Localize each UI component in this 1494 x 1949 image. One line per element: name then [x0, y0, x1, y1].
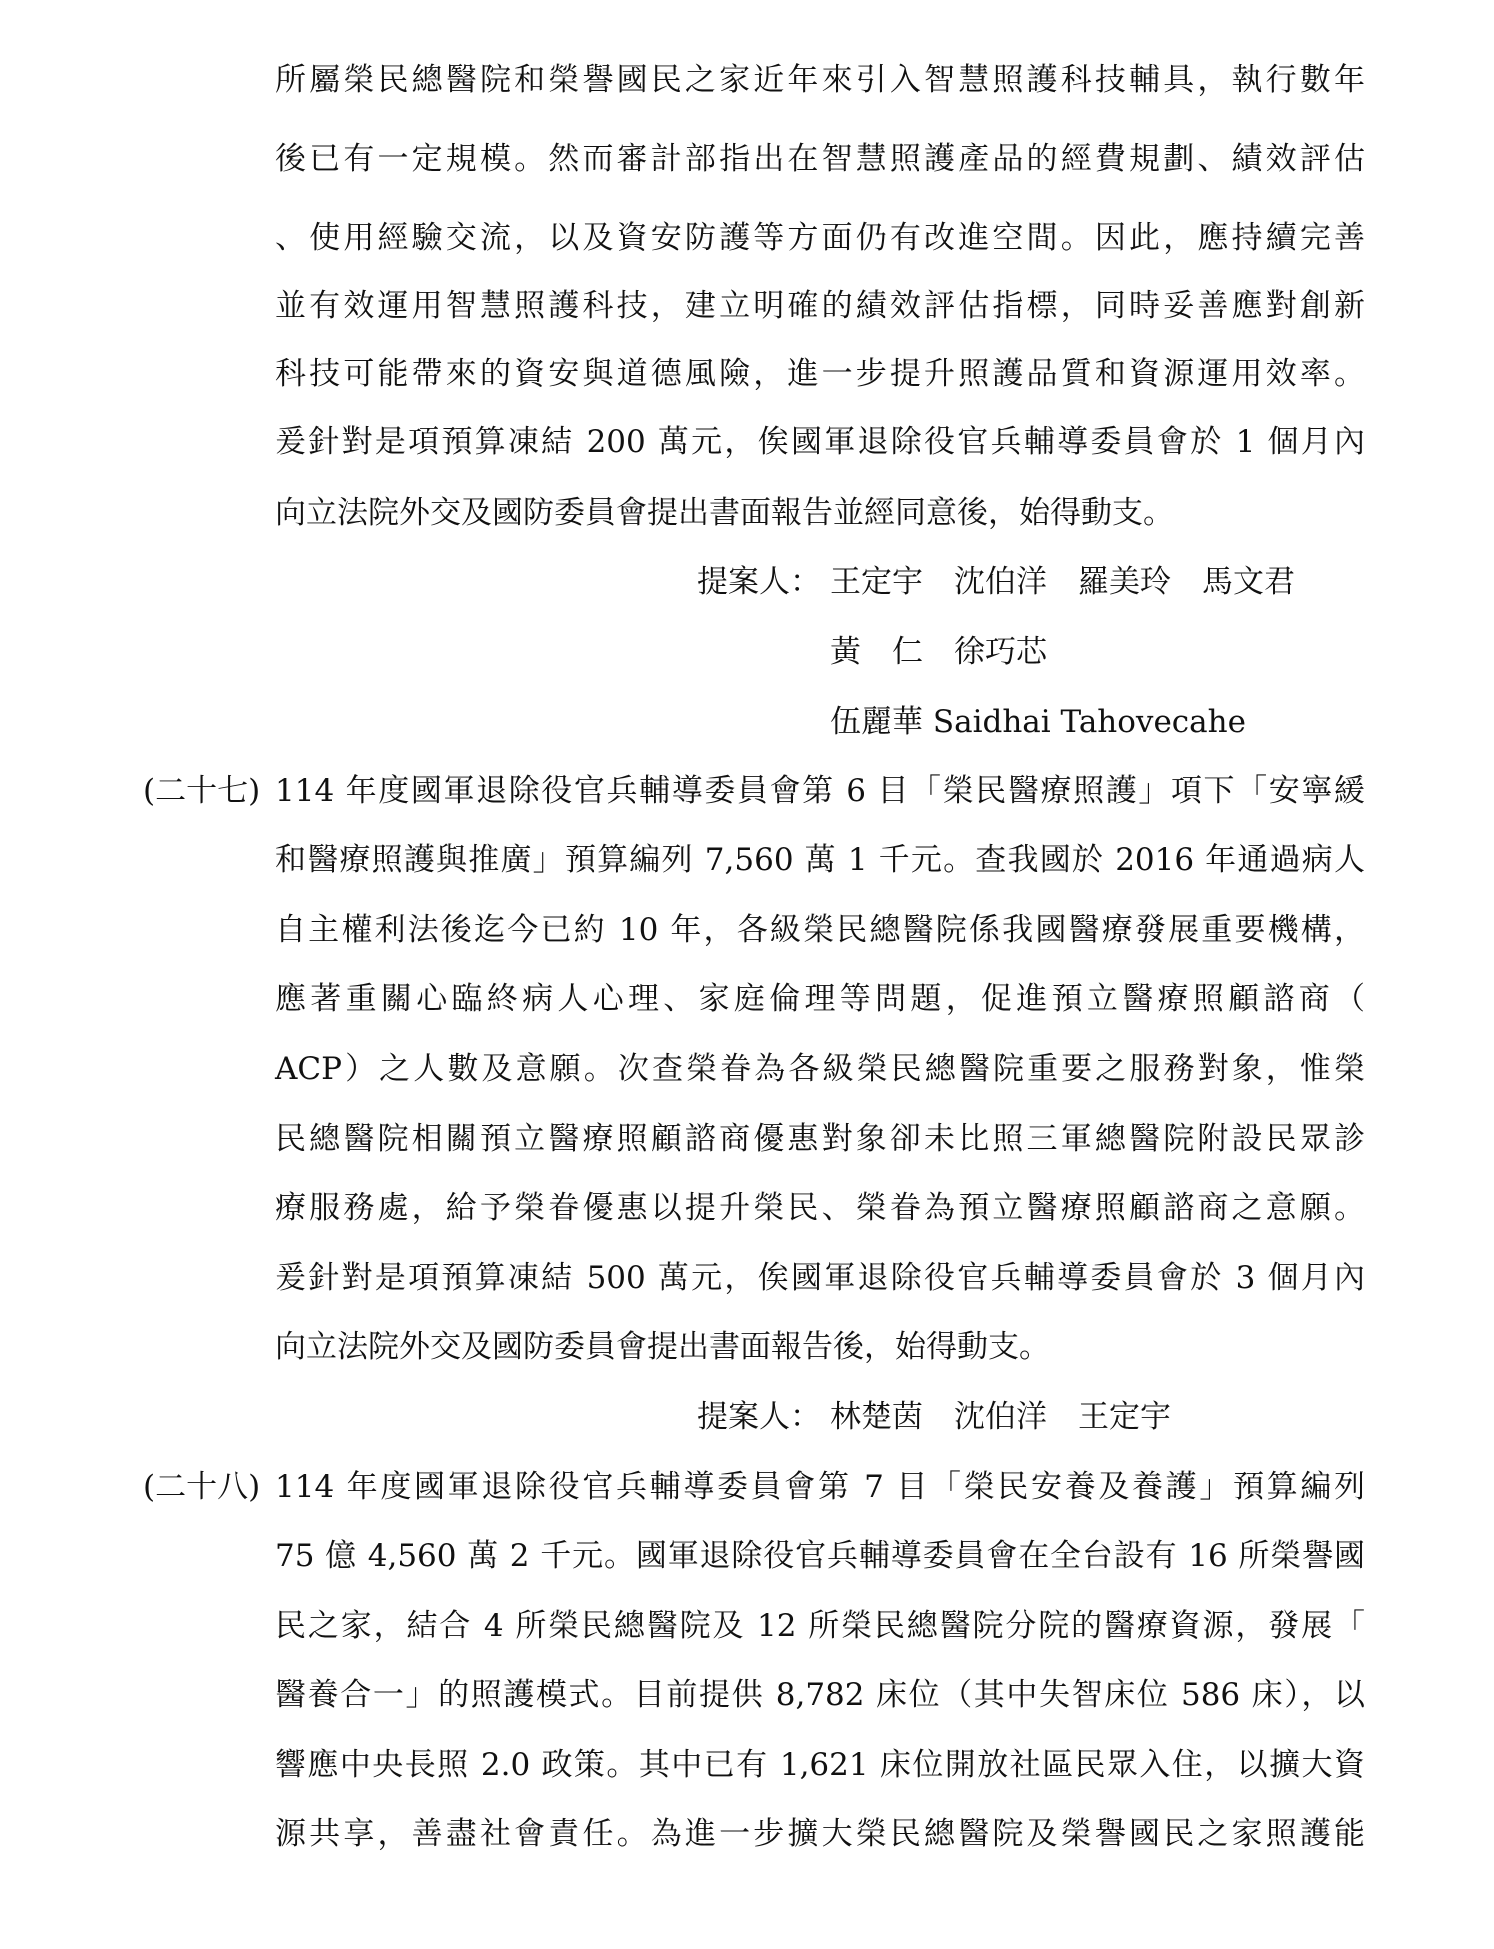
paragraph-line: 響應中央長照 2.0 政策。其中已有 1,621 床位開放社區民眾入住，以擴大資 — [275, 1747, 1365, 1783]
signatory-names: 黃 仁 徐巧芯 — [830, 634, 1047, 670]
paragraph-line: 民之家，結合 4 所榮民總醫院及 12 所榮民總醫院分院的醫療資源，發展「 — [275, 1608, 1365, 1644]
paragraph-line: 、使用經驗交流，以及資安防護等方面仍有改進空間。因此，應持續完善 — [275, 220, 1365, 256]
paragraph-line: 爰針對是項預算凍結 200 萬元，俟國軍退除役官兵輔導委員會於 1 個月內 — [275, 424, 1365, 460]
paragraph-line: 爰針對是項預算凍結 500 萬元，俟國軍退除役官兵輔導委員會於 3 個月內 — [275, 1260, 1365, 1296]
paragraph-line: 75 億 4,560 萬 2 千元。國軍退除役官兵輔導委員會在全台設有 16 所榮譽國 — [275, 1538, 1365, 1574]
paragraph-line: 民總醫院相關預立醫療照顧諮商優惠對象卻未比照三軍總醫院附設民眾診 — [275, 1121, 1365, 1157]
paragraph-line: 源共享，善盡社會責任。為進一步擴大榮民總醫院及榮譽國民之家照護能 — [275, 1816, 1365, 1852]
paragraph-line: 自主權利法後迄今已約 10 年，各級榮民總醫院係我國醫療發展重要機構， — [275, 912, 1365, 948]
paragraph-line: 114 年度國軍退除役官兵輔導委員會第 7 目「榮民安養及養護」預算編列 — [275, 1469, 1365, 1505]
paragraph-line: 向立法院外交及國防委員會提出書面報告並經同意後，始得動支。 — [275, 495, 1174, 531]
item-number-label: (二十七) — [143, 773, 261, 809]
paragraph-line: 114 年度國軍退除役官兵輔導委員會第 6 目「榮民醫療照護」項下「安寧緩 — [275, 773, 1365, 809]
signatory-names: 伍麗華 Saidhai Tahovecahe — [830, 704, 1246, 740]
signatory-label: 提案人： — [697, 564, 821, 600]
paragraph-line: 應著重關心臨終病人心理、家庭倫理等問題，促進預立醫療照顧諮商（ — [275, 981, 1365, 1017]
signatory-label: 提案人： — [697, 1399, 821, 1435]
paragraph-line: 和醫療照護與推廣」預算編列 7,560 萬 1 千元。查我國於 2016 年通過病人 — [275, 842, 1365, 878]
paragraph-line: 科技可能帶來的資安與道德風險，進一步提升照護品質和資源運用效率。 — [275, 356, 1365, 392]
paragraph-line: 所屬榮民總醫院和榮譽國民之家近年來引入智慧照護科技輔具，執行數年 — [275, 62, 1365, 98]
paragraph-line: ACP）之人數及意願。次查榮眷為各級榮民總醫院重要之服務對象，惟榮 — [275, 1051, 1365, 1087]
paragraph-line: 醫養合一」的照護模式。目前提供 8,782 床位（其中失智床位 586 床），以 — [275, 1677, 1365, 1713]
signatory-names: 王定宇 沈伯洋 羅美玲 馬文君 — [830, 564, 1295, 600]
paragraph-line: 後已有一定規模。然而審計部指出在智慧照護產品的經費規劃、績效評估 — [275, 141, 1365, 177]
paragraph-line: 療服務處，給予榮眷優惠以提升榮民、榮眷為預立醫療照顧諮商之意願。 — [275, 1190, 1365, 1226]
signatory-names: 林楚茵 沈伯洋 王定宇 — [830, 1399, 1171, 1435]
paragraph-line: 並有效運用智慧照護科技，建立明確的績效評估指標，同時妥善應對創新 — [275, 288, 1365, 324]
item-number-label: (二十八) — [143, 1469, 261, 1505]
paragraph-line: 向立法院外交及國防委員會提出書面報告後，始得動支。 — [275, 1329, 1050, 1365]
